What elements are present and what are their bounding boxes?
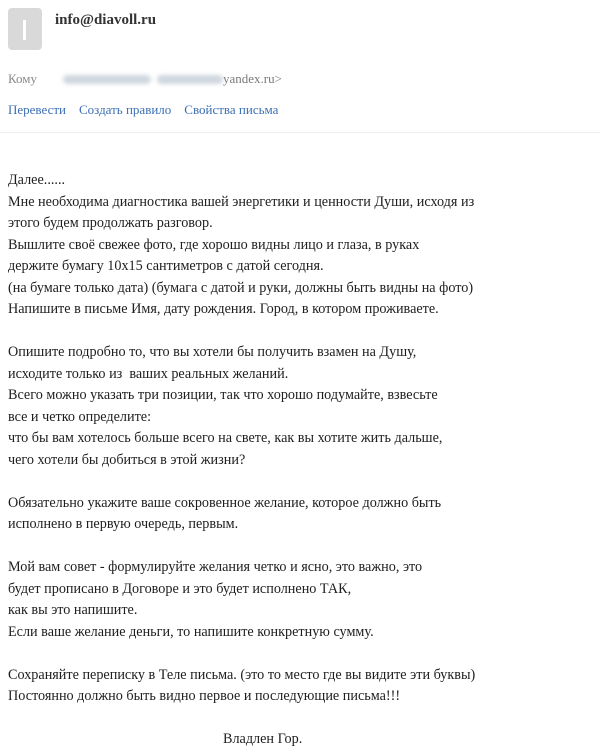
body-line: (на бумаге только дата) (бумага с датой и руки, должны быть видны на фото) xyxy=(8,279,474,296)
body-line: Вышлите своё свежее фото, где хорошо видны лицо и глаза, в руках xyxy=(8,236,420,253)
avatar-glyph xyxy=(23,20,26,40)
sender-address[interactable]: info@diavoll.ru xyxy=(55,12,157,28)
recipient-name-redacted xyxy=(63,75,151,84)
create-rule-link[interactable]: Создать правило xyxy=(79,102,172,117)
body-line: Мне необходима диагностика вашей энергетики и ценности Души, исходя из xyxy=(8,193,475,210)
translate-link[interactable]: Перевести xyxy=(8,102,66,117)
body-line: чего хотели бы добиться в этой жизни? xyxy=(8,451,246,468)
body-line: что бы вам хотелось больше всего на свете, как вы хотите жить дальше, xyxy=(8,430,443,446)
body-line: держите бумагу 10х15 сантиметров с датой сегодня. xyxy=(8,258,324,274)
body-line: будет прописано в Договоре и это будет исполнено ТАК, xyxy=(8,580,352,597)
body-line: Мой вам совет - формулируйте желания четко и ясно, это важно, это xyxy=(8,559,423,575)
message-properties-link[interactable]: Свойства письма xyxy=(184,102,279,117)
body-line: Если ваше желание деньги, то напишите конкретную сумму. xyxy=(8,623,374,640)
body-line: Всего можно указать три позиции, так что хорошо подумайте, взвесьте xyxy=(8,387,438,403)
body-line: исходите только из ваших реальных желаний. xyxy=(8,365,289,382)
body-line xyxy=(8,321,593,343)
body-line: Сохраняйте переписку в Теле письма. (это то место где вы видите эти буквы) xyxy=(8,666,476,683)
body-line: Постоянно должно быть видно первое и последующие письма!!! xyxy=(8,688,401,704)
body-line: Обязательно укажите ваше сокровенное желание, которое должно быть xyxy=(8,494,442,511)
body-line-spacer xyxy=(8,708,593,730)
body-line: Опишите подробно то, что вы хотели бы получить взамен на Душу, xyxy=(8,344,417,360)
body-line: Далее...... xyxy=(8,172,66,188)
message-body xyxy=(8,170,593,751)
recipient-domain[interactable]: yandex.ru> xyxy=(223,71,282,86)
to-label: Кому xyxy=(8,71,38,86)
body-line: этого будем продолжать разговор. xyxy=(8,215,213,231)
message-header xyxy=(0,0,600,135)
body-line: как вы это напишите. xyxy=(8,602,138,618)
sender-avatar[interactable] xyxy=(8,8,42,50)
body-line: исполнено в первую очередь, первым. xyxy=(8,516,239,532)
body-line: Напишите в письме Имя, дату рождения. Город, в котором проживаете. xyxy=(8,301,439,317)
body-line xyxy=(8,536,593,558)
body-line xyxy=(8,643,593,665)
signature: Владлен Гор. xyxy=(223,731,303,747)
recipient-login-redacted xyxy=(157,75,223,84)
body-line xyxy=(8,471,593,493)
header-divider xyxy=(0,132,600,133)
recipient-row xyxy=(8,70,282,88)
body-line: все и четко определите: xyxy=(8,408,152,425)
message-actions xyxy=(8,102,278,118)
